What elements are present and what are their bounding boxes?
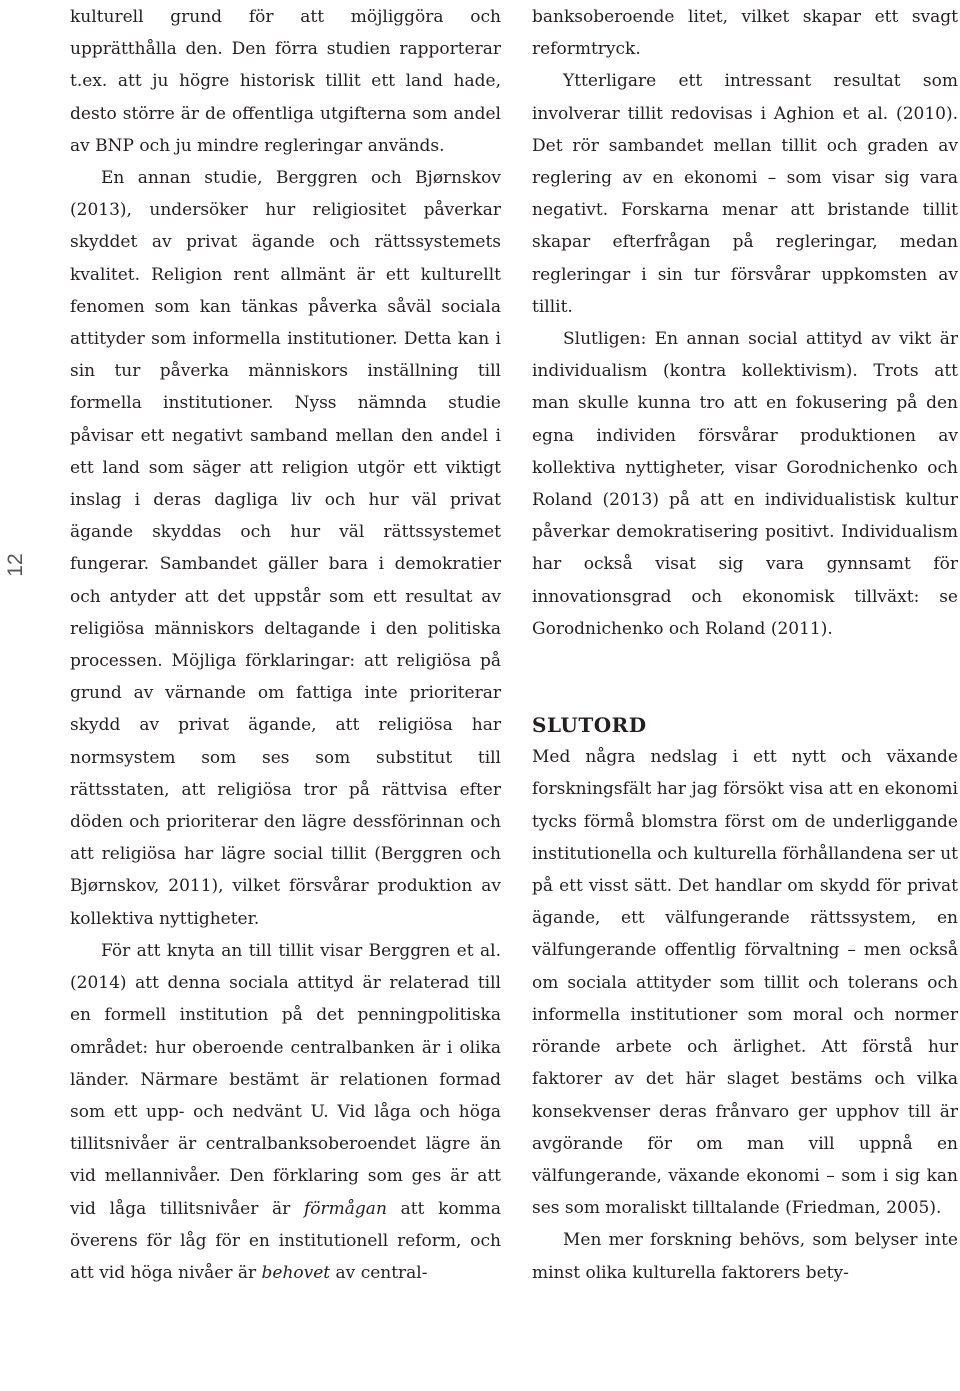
right-paragraph-3: Slutligen: En annan social attityd av vikt är individualism (kontra kollektivism). Trots att man skulle kunna tro att en fokusering på den egna individen försvårar produktionen av kollektiva nyttigheter, visar Gorodnichenko och Roland (2013) på att en individualistisk kultur påverkar demokratisering positivt. Individualism har också visat sig vara gynnsamt för innovationsgrad och ekonomisk tillväxt: se Gorodnichenko och Roland (2011).: [532, 329, 958, 639]
left-paragraph-3-emphasis-2: behovet: [261, 1262, 331, 1283]
right-paragraph-5: Men mer forskning behövs, som belyser inte minst olika kulturella faktorers bety-: [532, 1230, 958, 1283]
right-paragraph-1: banksoberoende litet, vilket skapar ett svagt reformtryck.: [532, 7, 958, 60]
left-paragraph-3: [70, 935, 501, 1289]
section-heading: SLUTORD: [532, 713, 647, 738]
left-paragraph-1: kulturell grund för att möjliggöra och upprätthålla den. Den förra studien rapporterar t.ex. att ju högre historisk tillit ett land hade, desto större är de offentliga utgifterna som andel av BNP och ju mindre regleringar används.: [70, 7, 501, 156]
left-paragraph-2: En annan studie, Berggren och Bjørnskov (2013), undersöker hur religiositet påverkar skyddet av privat ägande och rättssystemets kvalitet. Religion rent allmänt är ett kulturellt fenomen som kan tänkas påverka såväl sociala attityder som informella institutioner. Detta kan i sin tur påverka människors inställning till formella institutioner. Nyss nämnda studie påvisar ett negativt samband mellan den andel i ett land som säger att religion utgör ett viktigt inslag i deras dagliga liv och hur väl privat ägande skyddas och hur väl rättssystemet fungerar. Sambandet gäller bara i demokratier och antyder att det uppstår som ett resultat av religiösa människors deltagande i den politiska processen. Möjliga förklaringar: att religiösa på grund av värnande om fattiga inte prioriterar skydd av privat ägande, att religiösa har normsystem som ses som substitut till rättsstaten, att religiösa tror på rättvisa efter döden och prioriterar den lägre dessförinnan och att religiösa har lägre social tillit (Berggren och Bjørnskov, 2011), vilket försvårar produktion av kollektiva nyttigheter.: [70, 168, 501, 929]
right-paragraph-4: Med några nedslag i ett nytt och växande forskningsfält har jag försökt visa att en ekonomi tycks förmå blomstra först om de underliggande institutionella och kulturella förhållandena ser ut på ett visst sätt. Det handlar om skydd för privat ägande, ett välfungerande rättssystem, en välfungerande offentlig förvaltning – men också om sociala attityder som tillit och tolerans och informella institutioner som moral och normer rörande arbete och ärlighet. Att förstå hur faktorer av det här slaget bestäms och vilka konsekvenser deras frånvaro ger upphov till är avgörande för om man vill uppnå en välfungerande, växande ekonomi – som i sig kan ses som moraliskt tilltalande (Friedman, 2005).: [532, 747, 958, 1219]
left-paragraph-3-part-c: av central-: [330, 1262, 428, 1283]
left-column: [70, 1, 501, 1289]
left-paragraph-3-part-a: För att knyta an till tillit visar Berggren et al. (2014) att denna sociala attityd är relaterad till en formell institution på det penningpolitiska området: hur oberoende centralbanken är i olika länder. Närmare bestämt är relationen formad som ett upp- och nedvänt U. Vid låga och höga tillitsnivåer är centralbanksoberoendet lägre än vid mellannivåer. Den förklaring som ges är att vid låga tillitsnivåer är: [70, 940, 501, 1219]
right-column: [532, 1, 958, 1289]
left-paragraph-3-emphasis-1: förmågan: [304, 1198, 387, 1219]
left-paragraph-3-part-b: att komma överens för låg för en institutionell reform, och att vid höga nivåer är: [70, 1198, 501, 1283]
right-paragraph-2: Ytterligare ett intressant resultat som involverar tillit redovisas i Aghion et al. (2010). Det rör sambandet mellan tillit och graden av reglering av en ekonomi – som visar sig vara negativt. Forskarna menar att bristande tillit skapar efterfrågan på regleringar, medan regleringar i sin tur försvårar uppkomsten av tillit.: [532, 71, 958, 317]
page-number: 12: [4, 553, 27, 577]
